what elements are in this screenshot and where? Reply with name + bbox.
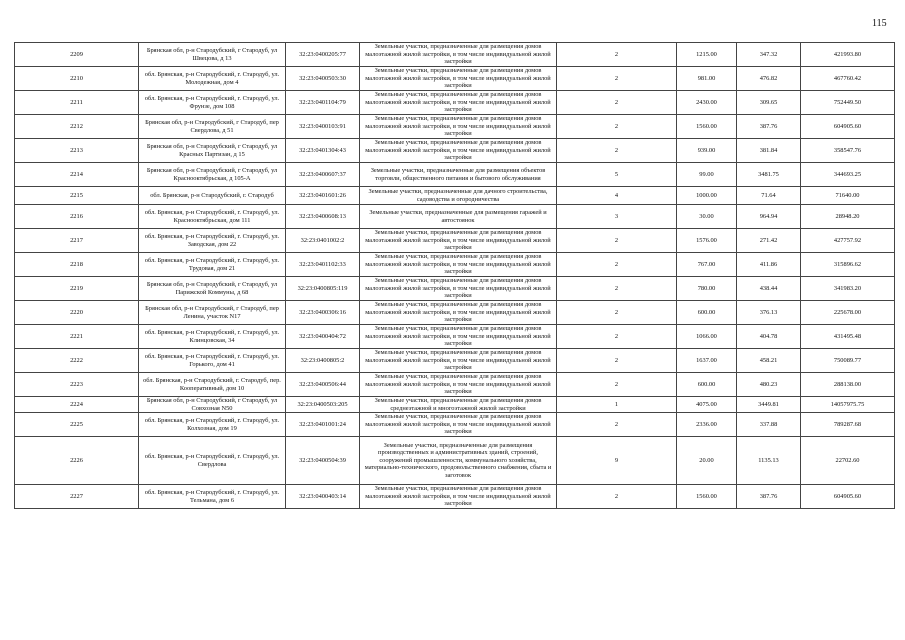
table-row: [15, 229, 895, 253]
address-cell: Брянская обл, р-н Стародубский, г Стародуб, ул Красных Партизан, д 15: [139, 139, 286, 163]
cadastral-value-cell: 14057975.75: [801, 397, 895, 413]
cadastral-value-cell: 288138.00: [801, 373, 895, 397]
cadastral-number-cell: 32:23:0400103:91: [286, 115, 360, 139]
cadastral-value-cell: 358547.76: [801, 139, 895, 163]
group-cell: 3: [557, 205, 677, 229]
address-cell: обл. Брянская, р-н Стародубский, г. Стародуб, ул. Фрунзе, дом 108: [139, 91, 286, 115]
cadastral-number-cell: 32:23:0400504:39: [286, 437, 360, 485]
cadastral-value-cell: 789287.68: [801, 413, 895, 437]
cadastral-value-cell: 752449.50: [801, 91, 895, 115]
cadastral-number-cell: 32:23:0400805:2: [286, 349, 360, 373]
specific-value-cell: 458.21: [737, 349, 801, 373]
row-number: 2225: [15, 413, 139, 437]
cadastral-value-cell: 341983.20: [801, 277, 895, 301]
address-cell: обл. Брянская, р-н Стародубский, г. Стародуб, ул. Заводская, дом 22: [139, 229, 286, 253]
cadastral-number-cell: 32:23:0401001:24: [286, 413, 360, 437]
specific-value-cell: 271.42: [737, 229, 801, 253]
cadastral-value-cell: 22702.60: [801, 437, 895, 485]
row-number: 2213: [15, 139, 139, 163]
land-use-cell: Земельные участки, предназначенные для размещения домов малоэтажной жилой застройки, в том числе индивидуальной жилой застройки: [360, 373, 557, 397]
address-cell: обл. Брянская, р-н Стародубский, г. Стародуб: [139, 187, 286, 205]
cadastral-number-cell: 32:23:0400403:14: [286, 485, 360, 509]
table-body: [15, 43, 895, 509]
cadastral-number-cell: 32:23:0400607:37: [286, 163, 360, 187]
land-use-cell: Земельные участки, предназначенные для размещения домов малоэтажной жилой застройки, в том числе индивидуальной жилой застройки: [360, 229, 557, 253]
specific-value-cell: 381.84: [737, 139, 801, 163]
group-cell: 2: [557, 373, 677, 397]
table-row: [15, 205, 895, 229]
cadastral-number-cell: 32:23:0400404:72: [286, 325, 360, 349]
cadastral-value-cell: 604905.60: [801, 485, 895, 509]
row-number: 2212: [15, 115, 139, 139]
area-cell: 1215.00: [677, 43, 737, 67]
area-cell: 4075.00: [677, 397, 737, 413]
cadastral-value-cell: 750089.77: [801, 349, 895, 373]
cadastral-number-cell: 32:23:0400503:205: [286, 397, 360, 413]
address-cell: Брянская обл, р-н Стародубский, г Стародуб, ул Швецова, д 13: [139, 43, 286, 67]
group-cell: 2: [557, 91, 677, 115]
address-cell: обл. Брянская, р-н Стародубский, г. Стародуб, ул. Горького, дом 41: [139, 349, 286, 373]
address-cell: обл. Брянская, р-н Стародубский, г. Стародуб, ул. Краснооктябрьская, дом 111: [139, 205, 286, 229]
group-cell: 2: [557, 277, 677, 301]
specific-value-cell: 387.76: [737, 485, 801, 509]
cadastral-number-cell: 32:23:0400503:30: [286, 67, 360, 91]
group-cell: 2: [557, 229, 677, 253]
address-cell: Брянская обл, р-н Стародубский, г Стародуб, ул Парижской Коммуны, д 68: [139, 277, 286, 301]
area-cell: 780.00: [677, 277, 737, 301]
area-cell: 1560.00: [677, 115, 737, 139]
specific-value-cell: 71.64: [737, 187, 801, 205]
table-row: [15, 43, 895, 67]
area-cell: 1000.00: [677, 187, 737, 205]
address-cell: Брянская обл, р-н Стародубский, г Стародуб, пер Свердлова, д 51: [139, 115, 286, 139]
address-cell: Брянская обл, р-н Стародубский, г Стародуб, пер Ленина, участок N17: [139, 301, 286, 325]
row-number: 2209: [15, 43, 139, 67]
group-cell: 1: [557, 397, 677, 413]
specific-value-cell: 337.88: [737, 413, 801, 437]
table-row: [15, 115, 895, 139]
group-cell: 2: [557, 43, 677, 67]
land-use-cell: Земельные участки, предназначенные для размещения домов малоэтажной жилой застройки, в том числе индивидуальной жилой застройки: [360, 91, 557, 115]
specific-value-cell: 438.44: [737, 277, 801, 301]
specific-value-cell: 964.94: [737, 205, 801, 229]
row-number: 2224: [15, 397, 139, 413]
row-number: 2211: [15, 91, 139, 115]
row-number: 2227: [15, 485, 139, 509]
row-number: 2218: [15, 253, 139, 277]
area-cell: 99.00: [677, 163, 737, 187]
land-use-cell: Земельные участки, предназначенные для размещения домов малоэтажной жилой застройки, в том числе индивидуальной жилой застройки: [360, 67, 557, 91]
group-cell: 2: [557, 139, 677, 163]
address-cell: обл. Брянская, р-н Стародубский, г. Стародуб, ул. Тельмана, дом 6: [139, 485, 286, 509]
area-cell: 600.00: [677, 373, 737, 397]
cadastral-value-cell: 28948.20: [801, 205, 895, 229]
address-cell: обл. Брянская, р-н Стародубский, г. Стародуб, ул. Молодежная, дом 4: [139, 67, 286, 91]
table-row: [15, 437, 895, 485]
row-number: 2217: [15, 229, 139, 253]
area-cell: 2336.00: [677, 413, 737, 437]
specific-value-cell: 411.86: [737, 253, 801, 277]
table-row: [15, 349, 895, 373]
group-cell: 5: [557, 163, 677, 187]
table-row: [15, 91, 895, 115]
cadastral-value-cell: 604905.60: [801, 115, 895, 139]
address-cell: обл. Брянская, р-н Стародубский, г. Стародуб, ул. Свердлова: [139, 437, 286, 485]
land-use-cell: Земельные участки, предназначенные для размещения домов малоэтажной жилой застройки, в том числе индивидуальной жилой застройки: [360, 349, 557, 373]
group-cell: 2: [557, 413, 677, 437]
table-row: [15, 163, 895, 187]
cadastral-number-cell: 32:23:0401304:43: [286, 139, 360, 163]
area-cell: 981.00: [677, 67, 737, 91]
land-use-cell: Земельные участки, предназначенные для размещения домов малоэтажной жилой застройки, в том числе индивидуальной жилой застройки: [360, 413, 557, 437]
land-use-cell: Земельные участки, предназначенные для размещения домов малоэтажной жилой застройки, в том числе индивидуальной жилой застройки: [360, 253, 557, 277]
area-cell: 20.00: [677, 437, 737, 485]
land-use-cell: Земельные участки, предназначенные для размещения домов малоэтажной жилой застройки, в том числе индивидуальной жилой застройки: [360, 43, 557, 67]
cadastral-number-cell: 32:23:0400608:13: [286, 205, 360, 229]
area-cell: 600.00: [677, 301, 737, 325]
table-row: [15, 485, 895, 509]
cadastral-value-cell: 225678.00: [801, 301, 895, 325]
table-row: [15, 139, 895, 163]
table-row: [15, 325, 895, 349]
cadastral-number-cell: 32:23:0401601:26: [286, 187, 360, 205]
specific-value-cell: 3481.75: [737, 163, 801, 187]
address-cell: Брянская обл, р-н Стародубский, г Стародуб, ул Совхозная N50: [139, 397, 286, 413]
area-cell: 2430.00: [677, 91, 737, 115]
cadastral-value-table: [14, 42, 895, 509]
land-use-cell: Земельные участки, предназначенные для размещения домов малоэтажной жилой застройки, в том числе индивидуальной жилой застройки: [360, 325, 557, 349]
area-cell: 767.00: [677, 253, 737, 277]
cadastral-value-cell: 71640.00: [801, 187, 895, 205]
cadastral-value-cell: 315896.62: [801, 253, 895, 277]
specific-value-cell: 476.82: [737, 67, 801, 91]
group-cell: 9: [557, 437, 677, 485]
row-number: 2226: [15, 437, 139, 485]
specific-value-cell: 1135.13: [737, 437, 801, 485]
cadastral-value-cell: 427757.92: [801, 229, 895, 253]
land-use-cell: Земельные участки, предназначенные для размещения домов малоэтажной жилой застройки, в том числе индивидуальной жилой застройки: [360, 115, 557, 139]
cadastral-number-cell: 32:23:0401102:33: [286, 253, 360, 277]
group-cell: 2: [557, 485, 677, 509]
specific-value-cell: 347.32: [737, 43, 801, 67]
land-use-cell: Земельные участки, предназначенные для размещения объектов торговли, общественного питания и бытового обслуживания: [360, 163, 557, 187]
row-number: 2220: [15, 301, 139, 325]
page-number: 115: [872, 18, 887, 29]
specific-value-cell: 376.13: [737, 301, 801, 325]
group-cell: 4: [557, 187, 677, 205]
row-number: 2210: [15, 67, 139, 91]
address-cell: обл. Брянская, р-н Стародубский, г. Стародуб, пер. Кооперативный, дом 10: [139, 373, 286, 397]
cadastral-value-cell: 431495.48: [801, 325, 895, 349]
specific-value-cell: 3449.81: [737, 397, 801, 413]
table-row: [15, 277, 895, 301]
table-row: [15, 67, 895, 91]
table-row: [15, 413, 895, 437]
land-use-cell: Земельные участки, предназначенные для размещения домов малоэтажной жилой застройки, в том числе индивидуальной жилой застройки: [360, 485, 557, 509]
address-cell: обл. Брянская, р-н Стародубский, г. Стародуб, ул. Трудовая, дом 21: [139, 253, 286, 277]
area-cell: 1560.00: [677, 485, 737, 509]
cadastral-number-cell: 32:23:0400306:16: [286, 301, 360, 325]
table-row: [15, 253, 895, 277]
area-cell: 1066.00: [677, 325, 737, 349]
land-use-cell: Земельные участки, предназначенные для размещения домов малоэтажной жилой застройки, в том числе индивидуальной жилой застройки: [360, 277, 557, 301]
group-cell: 2: [557, 325, 677, 349]
address-cell: обл. Брянская, р-н Стародубский, г. Стародуб, ул. Клинцовская, 34: [139, 325, 286, 349]
group-cell: 2: [557, 115, 677, 139]
land-use-cell: Земельные участки, предназначенные для размещения домов малоэтажной жилой застройки, в том числе индивидуальной жилой застройки: [360, 139, 557, 163]
address-cell: обл. Брянская, р-н Стародубский, г. Стародуб, ул. Колхозная, дом 19: [139, 413, 286, 437]
specific-value-cell: 387.76: [737, 115, 801, 139]
cadastral-number-cell: 32:23:0400205:77: [286, 43, 360, 67]
land-use-cell: Земельные участки, предназначенные для размещения гаражей и автостоянок: [360, 205, 557, 229]
table-row: [15, 397, 895, 413]
group-cell: 2: [557, 67, 677, 91]
cadastral-value-cell: 344693.25: [801, 163, 895, 187]
land-use-cell: Земельные участки, предназначенные для размещения домов малоэтажной жилой застройки, в том числе индивидуальной жилой застройки: [360, 301, 557, 325]
land-use-cell: Земельные участки, предназначенные для дачного строительства, садоводства и огородничества: [360, 187, 557, 205]
row-number: 2214: [15, 163, 139, 187]
cadastral-number-cell: 32:23:0401104:79: [286, 91, 360, 115]
area-cell: 1637.00: [677, 349, 737, 373]
cadastral-value-cell: 467760.42: [801, 67, 895, 91]
area-cell: 939.00: [677, 139, 737, 163]
row-number: 2222: [15, 349, 139, 373]
area-cell: 1576.00: [677, 229, 737, 253]
row-number: 2216: [15, 205, 139, 229]
table-row: [15, 301, 895, 325]
cadastral-number-cell: 32:23:0401002:2: [286, 229, 360, 253]
land-use-cell: Земельные участки, предназначенные для размещения домов среднеэтажной и многоэтажной жилой застройки: [360, 397, 557, 413]
group-cell: 2: [557, 253, 677, 277]
row-number: 2215: [15, 187, 139, 205]
area-cell: 30.00: [677, 205, 737, 229]
land-use-cell: Земельные участки, предназначенные для размещения производственных и административных зданий, строений, сооружений промышленности, коммунального хозяйства, материально-технического, продовольственного снабжения, сбыта и заготовок: [360, 437, 557, 485]
cadastral-value-cell: 421993.80: [801, 43, 895, 67]
address-cell: Брянская обл, р-н Стародубский, г Стародуб, ул Краснооктябрьская, д 105-А: [139, 163, 286, 187]
table-row: [15, 373, 895, 397]
row-number: 2221: [15, 325, 139, 349]
table-row: [15, 187, 895, 205]
specific-value-cell: 480.23: [737, 373, 801, 397]
group-cell: 2: [557, 301, 677, 325]
row-number: 2223: [15, 373, 139, 397]
cadastral-number-cell: 32:23:0400805:119: [286, 277, 360, 301]
row-number: 2219: [15, 277, 139, 301]
specific-value-cell: 309.65: [737, 91, 801, 115]
specific-value-cell: 404.78: [737, 325, 801, 349]
cadastral-number-cell: 32:23:0400506:44: [286, 373, 360, 397]
group-cell: 2: [557, 349, 677, 373]
